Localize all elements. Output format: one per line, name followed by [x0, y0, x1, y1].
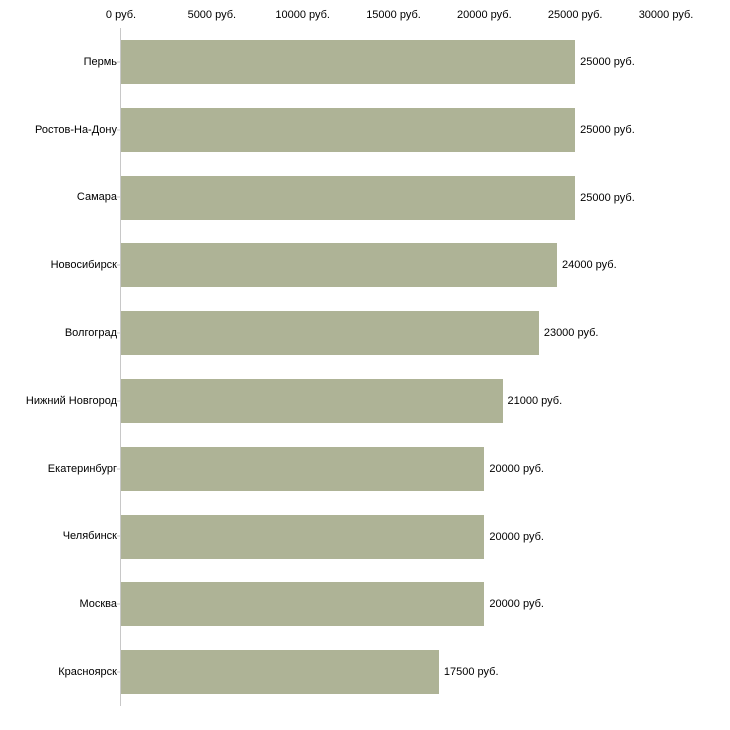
category-label: Челябинск	[62, 530, 117, 543]
bar[interactable]	[121, 243, 557, 287]
bar[interactable]	[121, 650, 439, 694]
category-label: Самара	[76, 191, 117, 204]
bar-row[interactable]	[121, 582, 666, 626]
bar-value-label: 25000 руб.	[580, 123, 635, 136]
category-label: Пермь	[83, 55, 117, 68]
bar-value-label: 20000 руб.	[489, 462, 544, 475]
bar[interactable]	[121, 582, 484, 626]
category-label-row	[0, 28, 117, 96]
bar-row[interactable]	[121, 176, 666, 220]
bar[interactable]	[121, 176, 575, 220]
category-label: Нижний Новгород	[25, 394, 117, 407]
x-tick-label: 25000 руб.	[547, 9, 603, 21]
bar-value-label: 21000 руб.	[507, 394, 563, 407]
bar-value-label: 17500 руб.	[443, 666, 499, 679]
bar-row[interactable]	[121, 311, 666, 355]
bar-row[interactable]	[121, 447, 666, 491]
bar-value-label: 20000 руб.	[489, 530, 544, 543]
category-label-row	[0, 231, 117, 299]
bar[interactable]	[121, 311, 539, 355]
bar-row[interactable]	[121, 108, 666, 152]
bar[interactable]	[121, 108, 575, 152]
x-tick-label: 20000 руб.	[457, 9, 512, 21]
category-axis-labels	[0, 28, 117, 706]
category-label-row	[0, 570, 117, 638]
category-label-row	[0, 638, 117, 706]
category-label-row	[0, 164, 117, 232]
category-label: Ростов-На-Дону	[34, 123, 117, 136]
bar-value-label: 24000 руб.	[562, 259, 617, 272]
category-label-row	[0, 435, 117, 503]
category-label-row	[0, 96, 117, 164]
bar-value-label: 25000 руб.	[580, 191, 635, 204]
category-label-row	[0, 367, 117, 435]
category-label: Москва	[79, 598, 117, 611]
plot-area	[121, 28, 666, 706]
category-label: Екатеринбург	[47, 462, 117, 475]
bar-value-label: 23000 руб.	[543, 327, 599, 340]
x-tick-label: 0 руб.	[105, 9, 137, 21]
x-tick-label: 15000 руб.	[366, 9, 421, 21]
category-label: Волгоград	[64, 327, 117, 340]
bar-value-label: 25000 руб.	[580, 55, 635, 68]
x-tick-label: 30000 руб.	[638, 9, 694, 21]
bar-value-label: 20000 руб.	[489, 598, 544, 611]
bar-row[interactable]	[121, 379, 666, 423]
bar[interactable]	[121, 379, 503, 423]
category-label-row	[0, 299, 117, 367]
x-tick-label: 5000 руб.	[187, 9, 237, 21]
bar[interactable]	[121, 40, 575, 84]
category-label: Новосибирск	[50, 259, 117, 272]
bar-row[interactable]	[121, 515, 666, 559]
bar[interactable]	[121, 447, 484, 491]
x-tick-label: 10000 руб.	[275, 9, 330, 21]
bar-row[interactable]	[121, 243, 666, 287]
bar[interactable]	[121, 515, 484, 559]
category-label-row	[0, 503, 117, 571]
category-label: Красноярск	[58, 666, 117, 679]
bar-row[interactable]	[121, 40, 666, 84]
bar-row[interactable]	[121, 650, 666, 694]
x-axis	[0, 0, 730, 28]
